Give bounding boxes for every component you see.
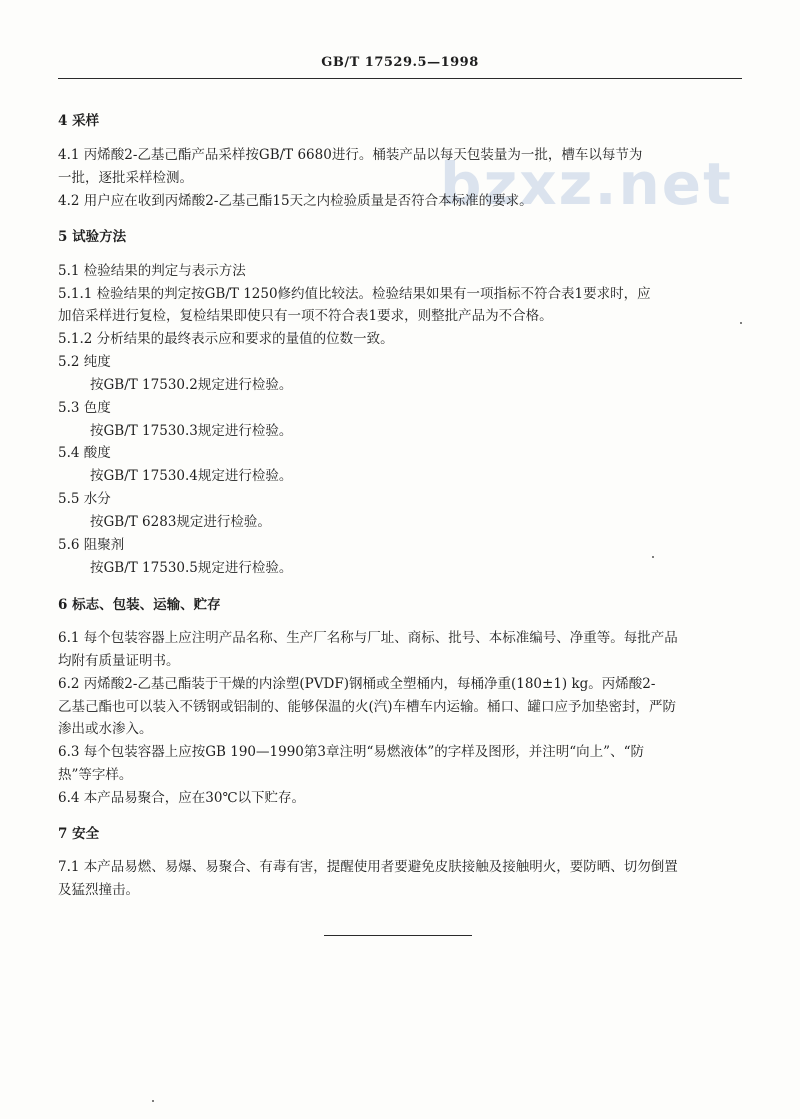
clause-7-1-line-2: 及猛烈撞击。	[58, 882, 139, 898]
section-6-heading: 6 标志、包装、运输、贮存	[58, 597, 221, 613]
clause-6-1-line-1: 6.1 每个包装容器上应注明产品名称、生产厂名称与厂址、商标、批号、本标准编号、净重等。每批产品	[58, 630, 678, 646]
clause-5-5: 5.5 水分	[58, 491, 111, 507]
clause-5-4-body: 按GB/T 17530.4规定进行检验。	[90, 468, 293, 484]
clause-4-1-line-2: 一批，逐批采样检测。	[58, 170, 193, 186]
section-7-heading: 7 安全	[58, 826, 100, 842]
scan-speck	[740, 322, 742, 324]
clause-6-1-line-2: 均附有质量证明书。	[58, 653, 180, 669]
clause-5-6-body: 按GB/T 17530.5规定进行检验。	[90, 560, 293, 576]
clause-5-2-body: 按GB/T 17530.2规定进行检验。	[90, 377, 293, 393]
section-4-heading: 4 采样	[58, 113, 100, 129]
end-rule	[324, 935, 472, 936]
clause-5-3-body: 按GB/T 17530.3规定进行检验。	[90, 423, 293, 439]
clause-6-3-line-2: 热”等字样。	[58, 767, 133, 783]
clause-5-1-1-line-2: 加倍采样进行复检，复检结果即使只有一项不符合表1要求，则整批产品为不合格。	[58, 308, 553, 324]
clause-5-5-body: 按GB/T 6283规定进行检验。	[90, 514, 271, 530]
scan-speck	[152, 1100, 154, 1102]
clause-5-2: 5.2 纯度	[58, 354, 111, 370]
clause-5-4: 5.4 酸度	[58, 445, 111, 461]
clause-5-6: 5.6 阻聚剂	[58, 537, 125, 553]
clause-6-2-line-2: 乙基己酯也可以装入不锈钢或铝制的、能够保温的火(汽)车槽车内运输。桶口、罐口应予加垫密封，严防	[58, 699, 677, 715]
clause-5-1-1-line-1: 5.1.1 检验结果的判定按GB/T 1250修约值比较法。检验结果如果有一项指标不符合表1要求时，应	[58, 286, 651, 302]
page-header	[58, 48, 742, 79]
standard-number: GB/T 17529.5—1998	[321, 55, 479, 70]
clause-7-1-line-1: 7.1 本产品易燃、易爆、易聚合、有毒有害，提醒使用者要避免皮肤接触及接触明火，要防晒、切勿倒置	[58, 859, 678, 875]
watermark-logo: bzxz.net	[440, 150, 733, 218]
scan-speck	[652, 556, 654, 558]
clause-5-1-2: 5.1.2 分析结果的最终表示应和要求的量值的位数一致。	[58, 331, 394, 347]
clause-6-2-line-3: 渗出或水渗入。	[58, 721, 153, 737]
clause-4-2: 4.2 用户应在收到丙烯酸2-乙基己酯15天之内检验质量是否符合本标准的要求。	[58, 193, 533, 209]
clause-5-3: 5.3 色度	[58, 400, 111, 416]
clause-6-4: 6.4 本产品易聚合，应在30℃以下贮存。	[58, 790, 306, 806]
clause-6-2-line-1: 6.2 丙烯酸2-乙基己酯装于干燥的内涂塑(PVDF)钢桶或全塑桶内，每桶净重(180±1) kg。丙烯酸2-	[58, 676, 656, 692]
clause-5-1: 5.1 检验结果的判定与表示方法	[58, 263, 246, 279]
clause-6-3-line-1: 6.3 每个包装容器上应按GB 190—1990第3章注明“易燃液体”的字样及图形，并注明“向上”、“防	[58, 744, 644, 760]
section-5-heading: 5 试验方法	[58, 229, 127, 245]
clause-4-1-line-1: 4.1 丙烯酸2-乙基己酯产品采样按GB/T 6680进行。桶装产品以每天包装量为一批，槽车以每节为	[58, 147, 643, 163]
